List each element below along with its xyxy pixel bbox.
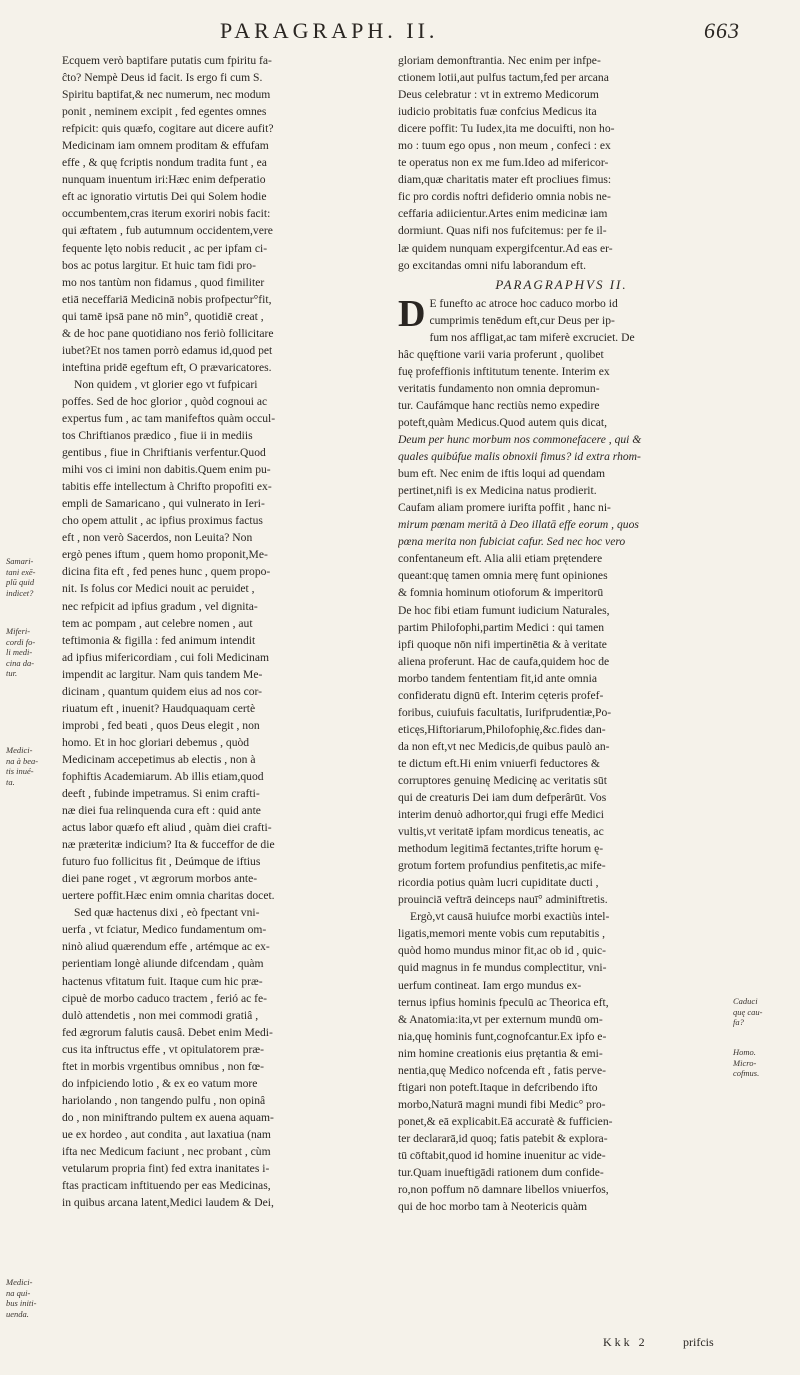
text-line: eticęs,Hiftoriarum,Philofophię,&c.fides dan- [398,722,606,736]
page-number: 663 [704,18,740,43]
marginal-line: uenda. [6,1308,29,1319]
text-line: morbo,Naturā magni mundi fibi Medic° pro- [398,1097,606,1111]
text-line: ipfi quoque nōn nifi impertinētia & à veritate [398,637,607,651]
text-line: morbo tandem fententiam fit,id ante omnia [398,671,597,685]
text-line: ricordia potius quàm lucri cupiditate ducti , [398,876,599,890]
text-line: ponit , neminem excipit , fed egentes omnes [62,105,267,119]
right-column-continuation [398,52,725,274]
text-line: te operatus non ex me fum.Ideo ad mifericor- [398,156,609,170]
marginal-line: na qui- [6,1287,31,1298]
text-line: eft , non verò Sacerdos, non Leuita? Non [62,531,253,545]
text-line: tem ac pompam , aut celebre nomen , aut [62,616,253,630]
text-line: fophiftis Academiarum. Ab illis etiam,quod [62,769,264,783]
text-line: dicina fita eft , fed penes hunc , quem propo- [62,565,271,579]
text-line: ctionem lotii,aut pulfus tactum,fed per arcana [398,71,609,85]
text-line: nia,quę hominis funt,cognofcantur.Ex ipfo e- [398,1029,607,1043]
text-line: nec refpicit ad ipfius gradum , vel dignita- [62,599,258,613]
text-line: Non quidem , vt glorier ego vt fufpicari [74,377,258,391]
text-line: ceffaria adiicientur.Artes enim medicinæ iam [398,207,608,221]
marginal-line: cordi fo- [6,636,36,647]
text-line: prouinciā veftrā deinceps nauī° adminiftretis. [398,893,608,907]
text-line: ro,non poffum nō damnare libellos vniuerfos, [398,1183,609,1197]
text-line: dulò attendetis , non mei commodi gratiâ , [62,1008,259,1022]
marginal-line: Medici- [6,1277,33,1287]
text-line: ĉto? Nempè Deus id facit. Is ergo fi cum S. [62,71,263,85]
text-line: poteft,quàm Medicus.Quod autem quis dicat, [398,415,607,429]
text-line: Ecquem verò baptifare putatis cum fpiritu fa- [62,54,272,67]
text-line: næ præteritæ indicium? Ita & fucceffor de die [62,838,275,852]
text-line: fed ægrorum falutis causâ. Debet enim Medi- [62,1025,273,1039]
text-line: mo : tuum ego opus , non meum , confeci : ex [398,139,611,153]
text-line: corruptores genuinę Medicinę ac veritatis sūt [398,773,607,787]
left-column [62,52,389,1211]
text-line: futuro fuo follicitus fit , Deúmque de iftius [62,855,261,869]
text-line: ftigari non poteft.Itaque in defcribendo ifto [398,1080,598,1094]
text-line: & fomnia hominum otioforum & imperitorū [398,586,604,600]
text-line: tur.Quam inueftigādi rationem dum confide- [398,1166,604,1180]
text-line: gloriam demonftrantia. Nec enim per infpe- [398,54,601,67]
text-line: E funefto ac atroce hoc caduco morbo id [429,296,618,310]
text-line: partim Philofophi,partim Medici : qui tamen [398,620,605,634]
text-line: tos Chriftianos prædico , fiue ii in mediis [62,429,253,443]
text-line: inteftina pridē egeftum eft, O prævaricatores. [62,360,272,374]
text-line: Deum per hunc morbum nos commonefacere , qui & [398,433,642,447]
text-line: diei pane roget , vt ægrorum morbos ante- [62,872,258,886]
text-line: empli de Samaricano , qui vulnerato in Ieri- [62,497,265,511]
text-line: fum nos affligat,ac tam miferè excruciet. De [429,330,635,344]
text-line: eft ac ignoratio virtutis Dei qui Solem hodie [62,190,267,204]
text-line: ue ex hordeo , aut condita , aut laxatiua (nam [62,1127,271,1141]
marginal-line: na à bea- [6,755,39,766]
text-line: & Anatomia:ita,vt per externum mundū om- [398,1012,603,1026]
marginal-line: Samari- [6,556,34,566]
text-line: bum eft. Nec enim de iftis loqui ad quendam [398,467,606,481]
text-line: tabitis effe intellectum à Chrifto propofiti ex- [62,480,272,494]
text-line: hariolando , non tangendo pulfu , non opinâ [62,1093,266,1107]
text-line: cus ita inftructus effe , vt opitulatorem præ- [62,1042,264,1056]
text-line: ftas practicam inftituendo per eas Medicinas, [62,1179,271,1193]
text-line: uertere poffit.Hæc enim omnia charitas docet. [62,889,275,903]
marginal-line: cofmus. [733,1068,760,1078]
marginal-line: bus initi- [6,1298,37,1308]
text-line: mirum pœnam meritā à Deo illatā effe eorum , quos [398,518,639,532]
section-heading: PARAGRAPHVS II. [495,276,628,292]
text-line: qui æftatem , fub autumnum occidentem,vere [62,224,273,238]
text-line: hactenus vfitatum fuit. Itaque cum hic præ- [62,974,263,988]
text-line: ftet in morbis vrgentibus omnibus , non fœ- [62,1059,265,1073]
marginal-note-microcosmus [733,1047,793,1079]
text-line: vetularum propria fint) fed extra inanitates i- [62,1162,270,1176]
text-line: Sed quæ hactenus dixi , eò fpectant vni- [74,906,260,920]
marginal-line: li medi- [6,647,33,657]
text-line: diam,quæ charitatis mater eft procliues fimus: [398,173,612,187]
marginal-note-caduci-causa [733,996,793,1028]
text-line: effe , & quę fcriptis nondum tradita funt , ea [62,156,267,170]
marginal-line: tani exē- [6,566,36,577]
text-line: ponet,& eā explicabit.Eā accuratè & fufficien- [398,1114,613,1128]
text-line: ter declararā,id quoq; fatis patebit & explora- [398,1131,608,1145]
text-line: tur. Caufámque hanc rectiùs nemo expedire [398,398,600,412]
text-line: uerfa , vt fciatur, Medico fundamentum om- [62,923,267,937]
catchword: prifcis [683,1335,714,1349]
marginal-line: Caduci [733,996,758,1006]
text-line: nit. Is folus cor Medici nouit ac peruidet , [62,582,255,596]
text-line: iubet?Et nos tamen porrò edamus id,quod pet [62,343,273,357]
marginal-note-medicina-beatis [6,745,58,787]
text-line: ligatis,memori mente vobis cum reputabitis , [398,927,606,941]
text-line: deeft , fubinde impetramus. Si enim crafti- [62,787,260,801]
text-line: gentibus , fiue in Chriftianis verfentur.Quod [62,446,266,460]
text-line: quòd homo mundus minor fit,ac ob id , quic- [398,944,607,958]
right-column [398,52,725,1215]
marginal-line: plū quid [6,577,35,587]
text-line: foribus, cuiufuis facultatis, Iurifprudentiæ,Po- [398,705,612,719]
text-line: uerfum contineat. Iam ergo mundus ex- [398,978,582,992]
text-line: refpicit: quis quæfo, cogitare aut dicere aufit? [62,122,274,136]
text-line: nim homine creationis eius prętantia & emi- [398,1046,603,1060]
text-line: poffes. Sed de hoc glorior , quòd cognoui ac [62,394,268,408]
text-line: go excitandas omni nifu laborandum eft. [398,258,587,272]
text-line: tū cōftabit,quod id homine inuenitur ac vide- [398,1149,606,1162]
text-line: vultis,vt veritatē ipfam mordicus teneatis, ac [398,825,604,839]
text-line: quales quibúfue malis obnoxii fimus? id extra rhom- [398,450,641,464]
text-line: iudicio probitatis fuæ confcius Medicus ita [398,105,597,119]
marginal-line: Homo. [733,1047,756,1057]
text-line: bos ac potus largitur. Et huic tam fidi pro- [62,258,256,272]
text-line: in quibus arcana latent,Medici laudem & Dei, [62,1196,274,1210]
text-line: aliena proferunt. Hac de caufa,quidem hoc de [398,654,610,668]
text-line: hâc quęftione varii varia proferunt , quolibet [398,347,604,361]
text-line: impendit ac largitur. Nam quis tandem Me- [62,667,263,681]
marginal-note-misericordia [6,626,58,679]
marginal-line: tis inué- [6,766,34,776]
text-line: Medicinam accepetimus ab electis , non à [62,752,256,766]
text-line: nunquam inuentum iri:Hæc enim defperatio [62,173,266,187]
text-line: qui de creaturis Dei iam dum defperârūt. Vos [398,791,607,805]
text-line: mo nos tantùm non fidamus , quod fimiliter [62,275,265,289]
text-line: improbi , fed beati , quos Deus elegit , non [62,718,260,732]
text-line: fic pro cordis noftri defiderio omnia nobis ne- [398,190,611,204]
paragraph-body [398,292,725,1216]
marginal-note-samaritan [6,556,58,598]
text-line: dicinam , quantum quidem eius ad nos cor- [62,684,263,698]
text-line: ternus ipfius hominis fpeculū ac Theorica eft, [398,995,609,1009]
text-line: methodum legitimā fectantes,trifte horum ę- [398,842,604,856]
text-line: veritatis fundamento non omnia depromun- [398,381,600,395]
marginal-note-medicina-inuenda [6,1277,58,1319]
text-line: ad ipfius mifericordiam , cui foli Medicinam [62,650,270,664]
marginal-line: cina da- [6,657,35,668]
text-line: Caufam aliam promere iurifta poffit , hanc ni- [398,501,611,515]
text-line: etiā neceffariā Medicinā nobis profpectur°fit, [62,292,272,306]
text-line: teftimonia & figilla : fed animum intendit [62,633,256,647]
text-line: & de hoc pane quotidiano nos feriò follicitare [62,326,274,340]
marginal-line: ta. [6,776,15,787]
text-line: De hoc fibi etiam fumunt iudicium Naturales, [398,603,610,617]
text-line: Medicinam iam omnem proditam & effufam [62,139,269,153]
text-line: do infpiciendo lotio , & ex eo vatum more [62,1076,258,1090]
marginal-line: fa? [733,1017,744,1027]
marginal-line: indicet? [6,587,34,598]
text-line: læ quidem nunquam expergifcentur.Ad eas er- [398,241,613,255]
text-line: Ergò,vt causā huiufce morbi exactiùs intel- [410,910,610,924]
text-line: occumbentem,cras iterum exoriri nobis facit: [62,207,271,221]
text-line: dormiunt. Quas nifi nos fufcitemus: per fe il- [398,224,607,238]
marginal-line: Micro- [733,1057,757,1068]
text-line: ninò aliud quærendum effe , artémque ac ex- [62,940,270,954]
text-line: cipuè de morbo caduco tractem , ferió ac fe- [62,991,268,1005]
text-line: da non eft,vt nec Medicis,de quibus paulò an- [398,739,610,753]
marginal-line: Miferi- [6,626,31,636]
text-line: queant:quę tamen omnia merę funt opiniones [398,569,608,583]
marginal-line: quę cau- [733,1006,763,1017]
text-line: ergò penes iftum , quem homo proponit,Me- [62,548,268,562]
text-line: grotum fortem profundius penfitetis,ac mife- [398,859,606,873]
text-line: cumprimis tenēdum eft,cur Deus per ip- [429,313,615,327]
text-line: fequente lęto nobis reducit , ac per ipfam ci- [62,241,268,255]
text-line: actus labor quæfo eft aliud , quàm diei crafti- [62,821,272,835]
text-line: confideratu dignū eft. Interim cęteris profef- [398,688,604,702]
text-line: perientiam longè aliunde difcendam , quàm [62,957,264,971]
text-line: cho opem attulit , ac ipfius proximus factus [62,514,263,528]
text-line: interim denuò adhortor,qui frugi effe Medici [398,808,605,822]
text-line: do , non miniftrando pultem ex auena aquam- [62,1110,274,1124]
text-line: nentia,quę Medico nofcenda eft , fatis perve- [398,1063,606,1077]
marginal-line: Medici- [6,745,33,755]
text-line: mihi vos ci imini non dabitis.Quem enim pu- [62,463,271,477]
text-line: Deus celebratur : vt in extremo Medicorum [398,88,599,102]
marginal-line: tur. [6,668,18,678]
text-line: Spiritu baptifat,& nec numerum, nec modum [62,88,271,102]
text-line: pœna merita non fubiciat cafur. Sed nec hoc vero [398,535,626,549]
text-line: fuę profeffionis inftitutum tenente. Interim ex [398,364,610,378]
text-line: homo. Et in hoc gloriari debemus , quòd [62,735,250,749]
text-line: næ diei fua relinquenda cura eft : quid ante [62,804,261,818]
running-head-title: PARAGRAPH. II. [220,18,439,43]
drop-capital: D [398,292,426,335]
text-line: confentaneum eft. Alia alii etiam prętendere [398,552,603,566]
text-line: ifta nec Medicum faciunt , nec probant , cùm [62,1145,271,1158]
text-line: qui de hoc morbo tam à Neotericis quàm [398,1200,587,1214]
text-line: expertus fum , ac tam manifeftos quàm occul- [62,411,276,425]
text-line: dicere poffit: Tu Iudex,ita me docuifti, non ho- [398,122,615,136]
text-line: riuatum eft , inuenit? Haudquaquam certè [62,701,256,715]
text-line: qui tamē ipsā pane nō min°, quotidiē creat , [62,309,264,323]
text-line: pertinet,nifi is ex Medicina natus prodierit. [398,484,597,498]
text-line: te dictum eft.Hi enim vniuerfi feductores & [398,756,600,770]
signature-mark: Kkk 2 [603,1335,648,1349]
text-line: quid magnus in fe mundus complectitur, vni- [398,961,607,975]
